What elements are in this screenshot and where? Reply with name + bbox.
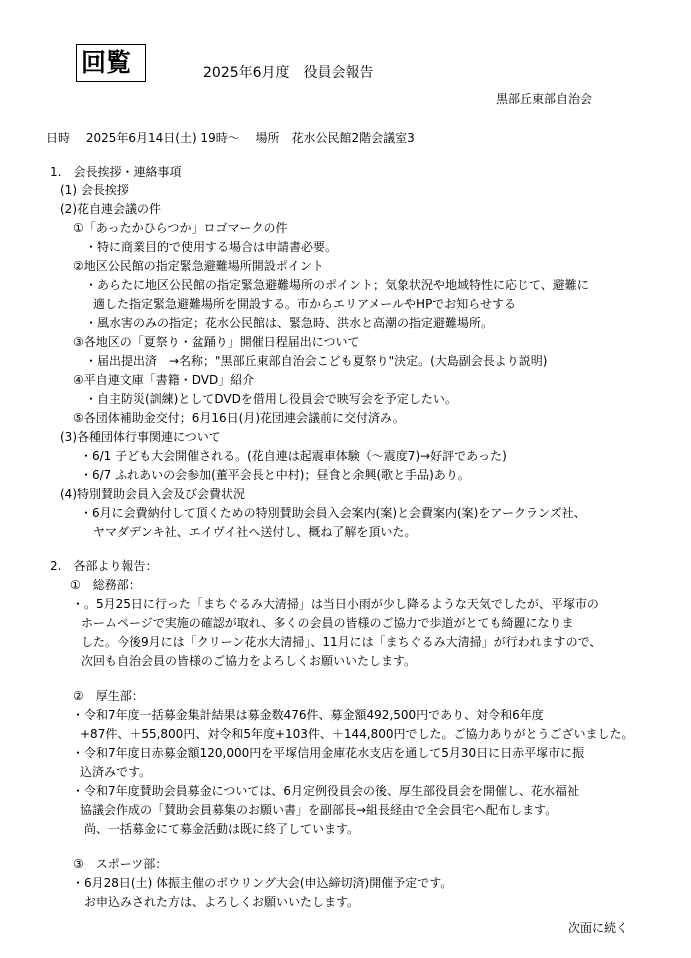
welfare-line-5: ・令和7年度賛助会員募金については、6月定例役員会の後、厚生部役員会を開催し、花水福祉 [72,784,580,798]
welfare-line-1: ・令和7年度一括募金集計結果は募金数476件、募金額492,500円であり、対令和6年度 [72,708,544,722]
item-1-1: (1) 会長挨拶 [60,183,129,197]
welfare-line-6: 協議会作成の「賛助会員募集のお願い書」を副部長→組長経由で全会員宅へ配布します。 [80,803,558,817]
subitem-library-detail: ・自主防災(訓練)としてDVDを借用し役員会で映写会を予定したい。 [85,392,457,406]
item-1-3-detail-1: ・6/1 子ども大会開催される。(花自連は起震車体験（～震度7)→好評であった) [80,449,507,463]
welfare-line-2: +87件、＋55,800円、対令和5年度+103件、＋144,800円でした。ご協力ありがとうございました。 [80,727,634,741]
item-1-4-detail-1: ・6月に会費納付して頂くための特別賛助会員入会案内(案)と会費案内(案)をアークランズ社、 [80,506,586,520]
dept-welfare: ② 厚生部： [73,689,144,703]
subitem-evacuation-detail-2: 適した指定緊急避難場所を開設する。市からエリアメールやHPでお知らせする [93,297,516,311]
welfare-line-3: ・令和7年度日赤募金額120,000円を平塚信用金庫花水支店を通して5月30日に日赤平塚市に振 [72,746,585,760]
welfare-line-4: 込済みです。 [80,765,152,779]
subitem-library: ④平自連文庫「書籍・DVD」紹介 [73,373,255,387]
circulation-stamp [76,44,146,82]
subitem-subsidy: ⑤各団体補助金交付；6月16日(月)花団連会議前に交付済み。 [73,411,405,425]
subitem-summer-festival: ③各地区の「夏祭り・盆踊り」開催日程届出について [73,335,360,349]
organization-name: 黒部丘東部自治会 [496,92,593,106]
general-affairs-line-2: ホームページで実施の確認が取れ、多くの会員の皆様のご協力で歩道がとても綺麗になりま [81,616,574,630]
item-1-3-detail-2: ・6/7 ふれあいの会参加(董平会長と中村)；昼食と余興(歌と手品)あり。 [80,468,470,482]
general-affairs-line-3: した。今後9月には「クリーン花水大清掃」、11月には「まちぐるみ大清掃」が行われますので、 [81,635,602,649]
continued-next-page: 次面に続く [568,921,629,935]
meeting-datetime-place: 日時 2025年6月14日(土) 19時～ 場所 花水公民館2階会議室3 [46,131,415,145]
dept-general-affairs: ① 総務部： [70,578,141,592]
welfare-line-7: 尚、一括募金にて募金活動は既に終了しています。 [84,822,360,836]
section-1-heading: 1. 会長挨拶・連絡事項 [50,165,182,179]
section-2-heading: 2. 各部より報告： [50,559,158,573]
item-1-2: (2)花自連会議の件 [60,202,161,216]
item-1-4-detail-2: ヤマダデンキ社、エイヴイ社へ送付し、概ね了解を頂いた。 [93,525,417,539]
subitem-logo-mark-detail: ・特に商業目的で使用する場合は申請書必要。 [85,240,338,254]
general-affairs-line-1: ・。5月25日に行った「まちぐるみ大清掃」は当日小雨が少し降るような天気でしたが、平塚市の [72,597,599,611]
stamp-text: 回覧 [81,48,132,77]
document-title: 2025年6月度 役員会報告 [203,65,374,81]
subitem-evacuation-detail-3: ・風水害のみの指定；花水公民館は、緊急時、洪水と高潮の指定避難場所。 [85,316,494,330]
item-1-4: (4)特別賛助会員入会及び会費状況 [60,487,245,501]
dept-sports: ③ スポーツ部： [73,857,168,871]
subitem-evacuation-site: ②地区公民館の指定緊急避難場所開設ポイント [73,259,324,273]
subitem-logo-mark: ①「あったかひらつか」ロゴマークの件 [73,221,288,235]
subitem-evacuation-detail-1: ・あらたに地区公民館の指定緊急避難場所のポイント；気象状況や地域特性に応じて、避難に [85,278,589,292]
sports-line-1: ・6月28日(土) 体振主催のボウリング大会(申込締切済)開催予定です。 [72,876,453,890]
item-1-3: (3)各種団体行事関連について [60,430,221,444]
sports-line-2: お申込みされた方は、よろしくお願いいたします。 [84,895,360,909]
subitem-summer-festival-detail: ・届出提出済 →名称；"黒部丘東部自治会こども夏祭り"決定。(大島副会長より説明) [85,354,548,368]
general-affairs-line-4: 次回も自治会員の皆様のご協力をよろしくお願いいたします。 [81,654,417,668]
